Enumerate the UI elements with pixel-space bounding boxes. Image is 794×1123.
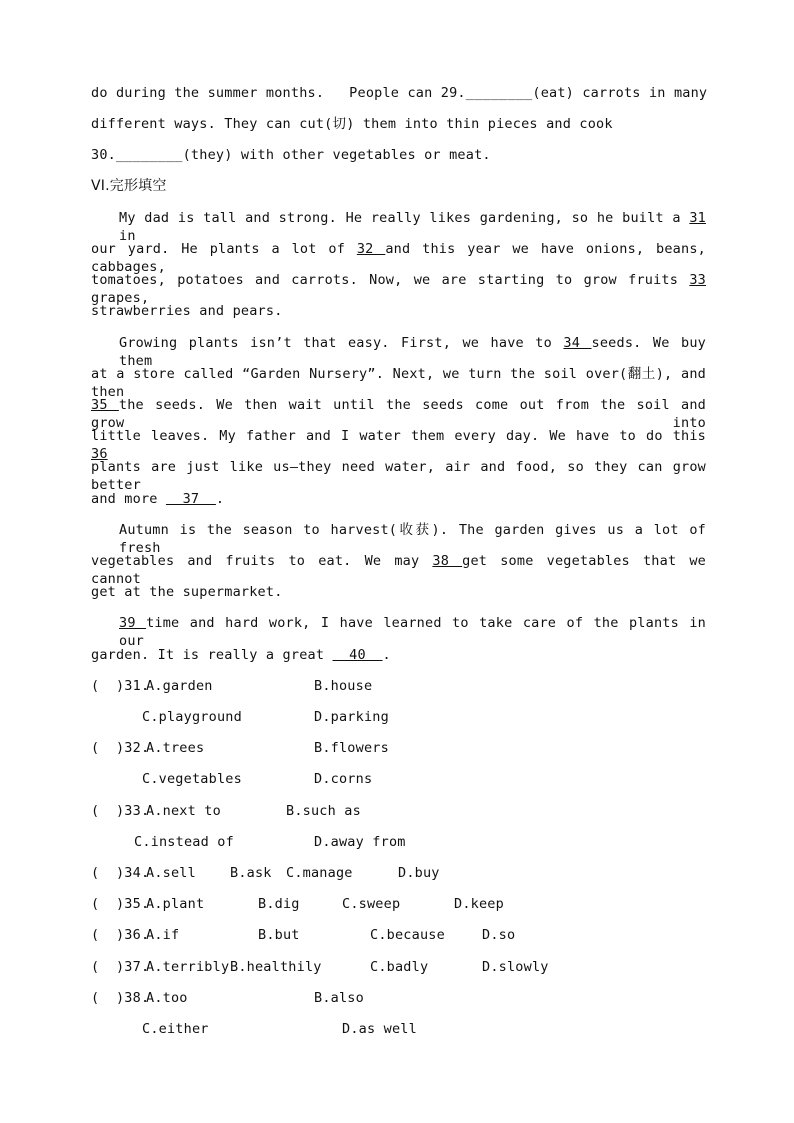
option-b: B.healthily [230, 959, 322, 975]
option-d: D.so [482, 927, 516, 943]
passage-line: 30.________(they) with other vegetables or meat. [91, 147, 491, 163]
cloze-line: 35 the seeds. We then wait until the seeds come out from the soil and grow into [91, 397, 706, 431]
option-c: C.playground [142, 709, 242, 725]
question-number: ( )38. [91, 990, 150, 1006]
option-a: A.if [146, 927, 180, 943]
question-number: ( )36. [91, 927, 150, 943]
option-c: C.because [370, 927, 445, 943]
option-b: B.also [314, 990, 364, 1006]
cloze-line: tomatoes, potatoes and carrots. Now, we are starting to grow fruits 33 grapes, [91, 272, 706, 306]
cloze-line: and more 37 . [91, 491, 225, 507]
question-number: ( )33. [91, 803, 150, 819]
option-b: B.but [258, 927, 300, 943]
option-a: A.sell [146, 865, 196, 881]
blank-33: 33 [689, 272, 706, 288]
blank-36: 36 [91, 446, 108, 462]
option-c: C.sweep [342, 896, 401, 912]
passage-line: do during the summer months. People can 29.________(eat) carrots in many [91, 85, 708, 101]
passage-line: different ways. They can cut(切) them into thin pieces and cook [91, 116, 613, 132]
cloze-line: 39 time and hard work, I have learned to take care of the plants in our [119, 615, 706, 649]
option-c: C.instead of [134, 834, 234, 850]
cloze-line: plants are just like us—they need water, air and food, so they can grow better [91, 459, 706, 493]
cloze-line: Autumn is the season to harvest(收获). The garden gives us a lot of fresh [119, 522, 706, 556]
blank-39: 39 [119, 615, 147, 631]
blank-34: 34 [563, 335, 592, 351]
question-number: ( )34. [91, 865, 150, 881]
question-number: ( )37. [91, 959, 150, 975]
option-a: A.terribly [146, 959, 230, 975]
blank-31: 31 [689, 210, 706, 226]
option-b: B.flowers [314, 740, 389, 756]
blank-37: 37 [165, 491, 216, 507]
cloze-line: My dad is tall and strong. He really likes gardening, so he built a 31 in [119, 210, 706, 244]
cloze-line: vegetables and fruits to eat. We may 38 get some vegetables that we cannot [91, 553, 707, 587]
option-a: A.too [146, 990, 188, 1006]
option-c: C.vegetables [142, 771, 242, 787]
question-number: ( )31. [91, 678, 150, 694]
option-d: D.keep [454, 896, 504, 912]
cloze-line: Growing plants isn’t that easy. First, we have to 34 seeds. We buy them [119, 335, 707, 369]
option-a: A.trees [146, 740, 205, 756]
blank-35: 35 [91, 397, 119, 413]
option-a: A.plant [146, 896, 205, 912]
cloze-line: garden. It is really a great 40 . [91, 647, 391, 663]
option-c: C.badly [370, 959, 429, 975]
cloze-line: our yard. He plants a lot of 32 and this year we have onions, beans, cabbages, [91, 241, 706, 275]
blank-38: 38 [432, 553, 463, 569]
section-title: VI.完形填空 [91, 178, 167, 194]
question-number: ( )32. [91, 740, 150, 756]
option-d: D.corns [314, 771, 373, 787]
option-b: B.such as [286, 803, 361, 819]
blank-32: 32 [356, 241, 386, 257]
option-b: B.dig [258, 896, 300, 912]
blank-40: 40 [332, 647, 383, 663]
option-b: B.ask [230, 865, 272, 881]
option-a: A.next to [146, 803, 221, 819]
cloze-line: strawberries and pears. [91, 303, 283, 319]
option-d: D.slowly [482, 959, 549, 975]
option-c: C.manage [286, 865, 353, 881]
option-d: D.buy [398, 865, 440, 881]
option-c: C.either [142, 1021, 209, 1037]
question-number: ( )35. [91, 896, 150, 912]
cloze-line: at a store called “Garden Nursery”. Next, we turn the soil over(翻土), and then [91, 366, 706, 400]
cloze-line: little leaves. My father and I water them every day. We have to do this 36 [91, 428, 706, 462]
option-d: D.parking [314, 709, 389, 725]
option-b: B.house [314, 678, 373, 694]
cloze-line: get at the supermarket. [91, 584, 283, 600]
option-d: D.away from [314, 834, 406, 850]
option-a: A.garden [146, 678, 213, 694]
option-d: D.as well [342, 1021, 417, 1037]
